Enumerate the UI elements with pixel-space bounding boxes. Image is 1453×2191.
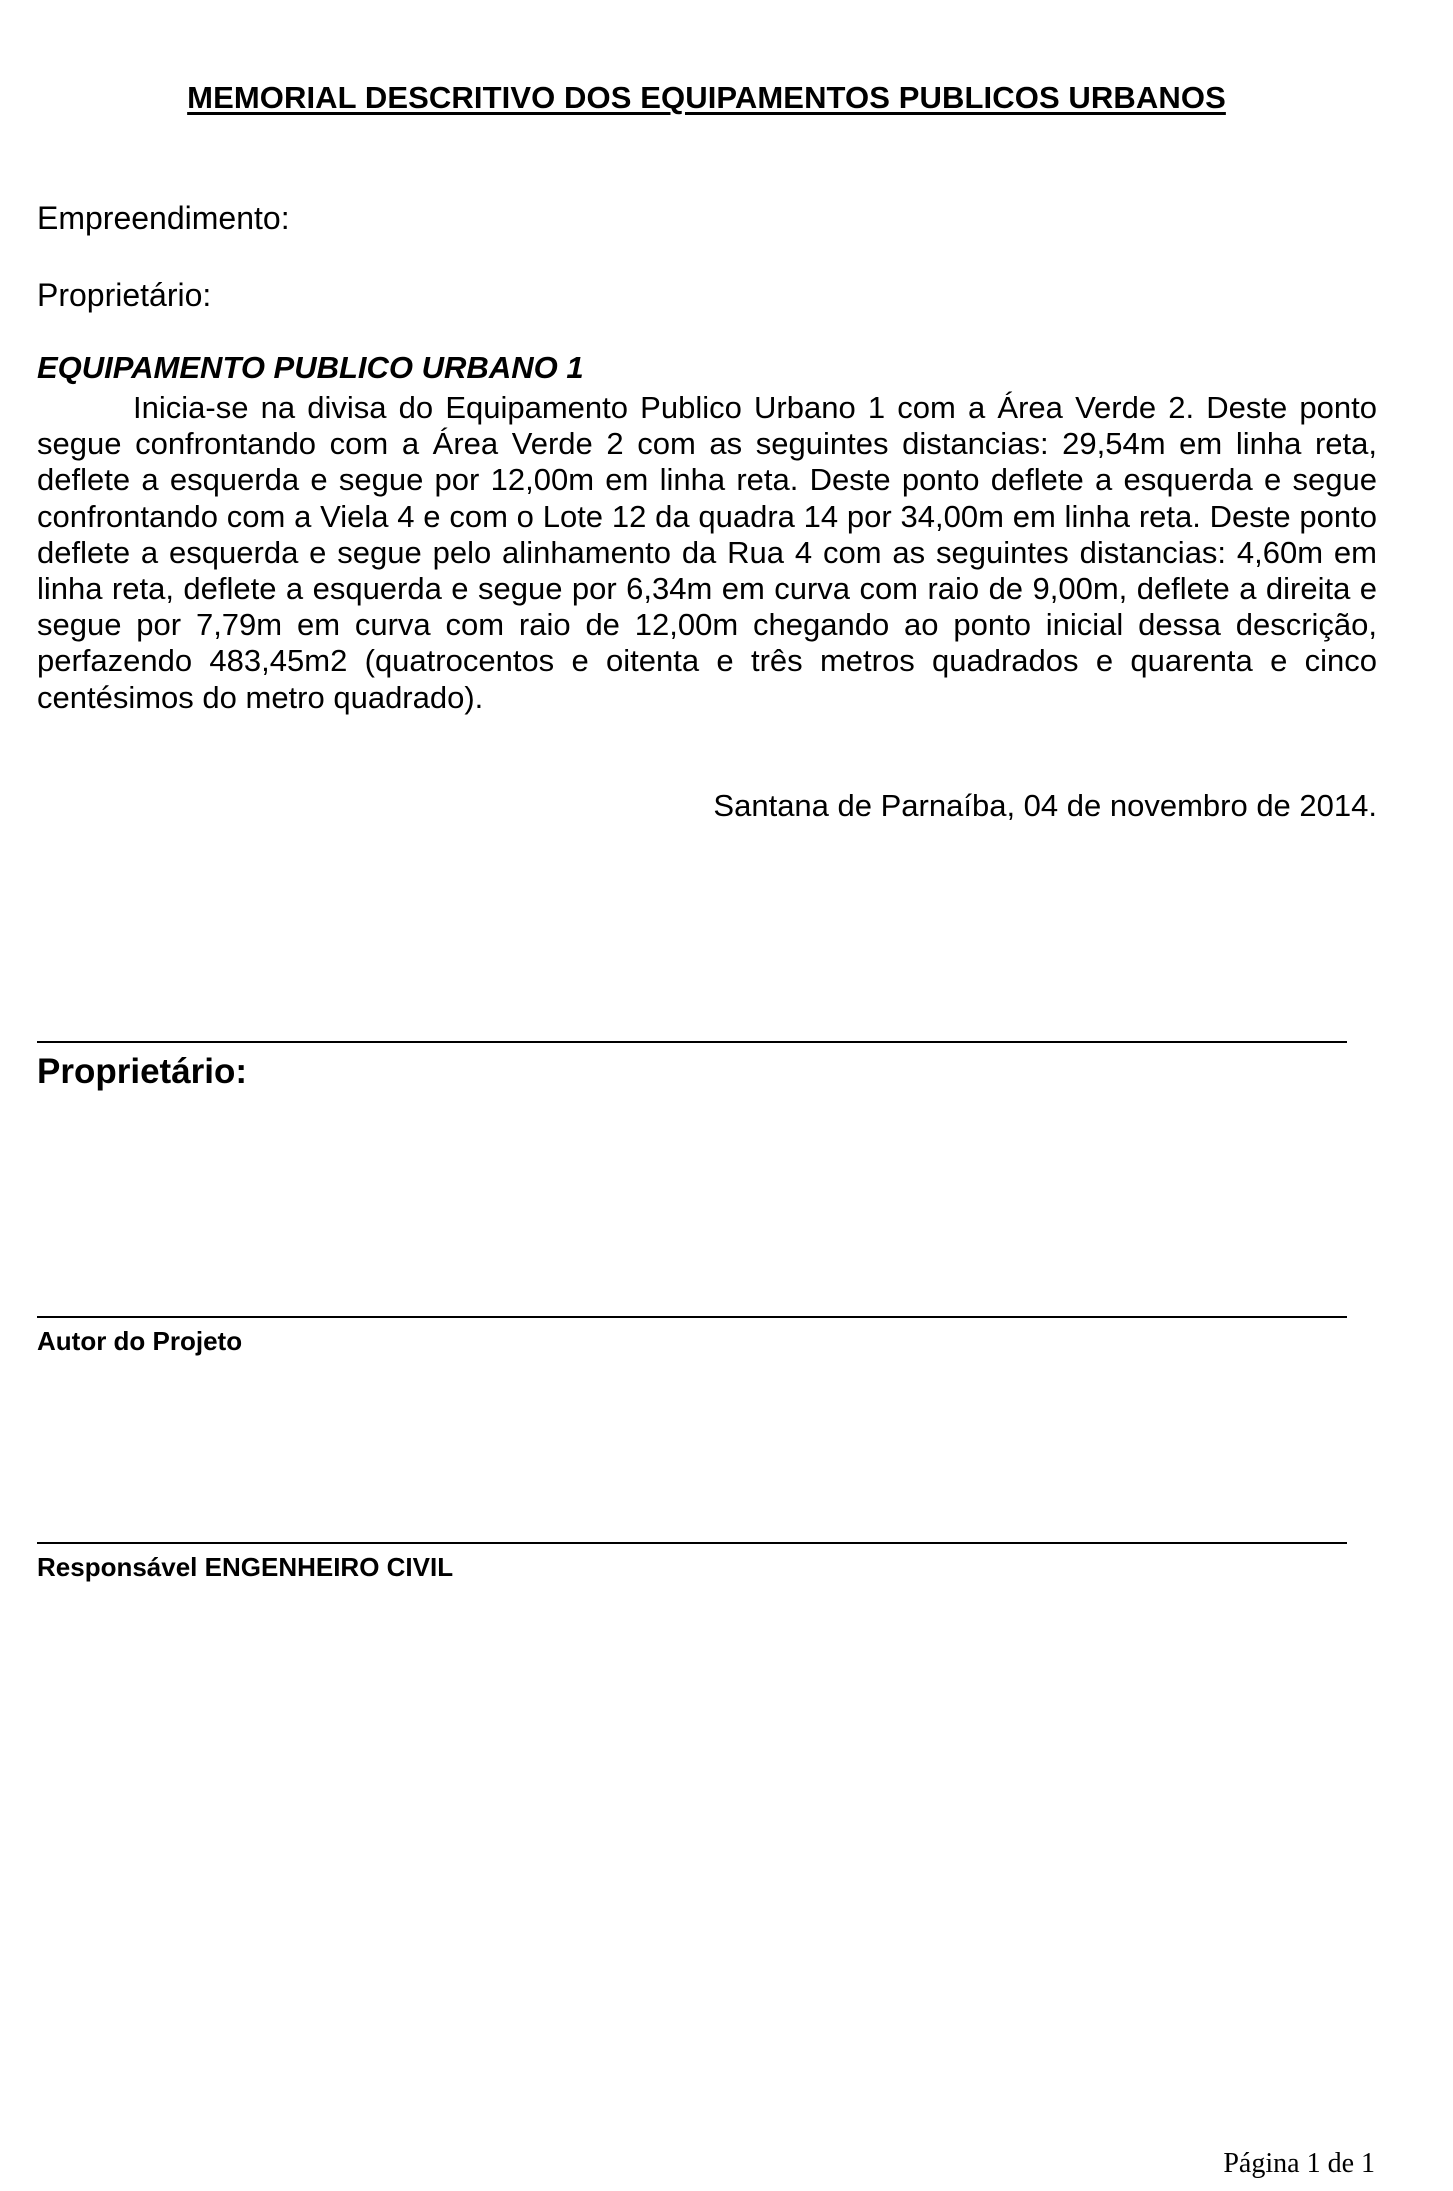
proprietario-label: Proprietário: bbox=[37, 277, 212, 313]
empreendimento-label: Empreendimento: bbox=[37, 200, 290, 236]
author-signature-line bbox=[37, 1316, 1347, 1318]
place-date: Santana de Parnaíba, 04 de novembro de 2014. bbox=[713, 788, 1377, 823]
page-title: MEMORIAL DESCRITIVO DOS EQUIPAMENTOS PUBLICOS URBANOS bbox=[187, 80, 1226, 115]
engineer-signature-label: Responsável ENGENHEIRO CIVIL bbox=[37, 1552, 454, 1582]
engineer-signature-line bbox=[37, 1542, 1347, 1544]
description-paragraph: Inicia-se na divisa do Equipamento Publico Urbano 1 com a Área Verde 2. Deste ponto segue confrontando com a Área Verde 2 com as seguintes distancias: 29,54m em linha reta, deflete a esquerda e segue por 12,00m em linha reta. Deste ponto deflete a esquerda e segue confrontando com a Viela 4 e com o Lote 12 da quadra 14 por 34,00m em linha reta. Deste ponto deflete a esquerda e segue pelo alinhamento da Rua 4 com as seguintes distancias: 4,60m em linha reta, deflete a esquerda e segue por 6,34m em curva com raio de 9,00m, deflete a direita e segue por 7,79m em curva com raio de 12,00m chegando ao ponto inicial dessa descrição, perfazendo 483,45m2 (quatrocentos e oitenta e três metros quadrados e quarenta e cinco centésimos do metro quadrado). bbox=[37, 390, 1377, 715]
owner-signature-line bbox=[37, 1041, 1347, 1043]
section-heading: EQUIPAMENTO PUBLICO URBANO 1 bbox=[37, 350, 584, 385]
page-number: Página 1 de 1 bbox=[1223, 2148, 1375, 2179]
owner-signature-label: Proprietário: bbox=[37, 1052, 248, 1091]
author-signature-label: Autor do Projeto bbox=[37, 1326, 243, 1356]
